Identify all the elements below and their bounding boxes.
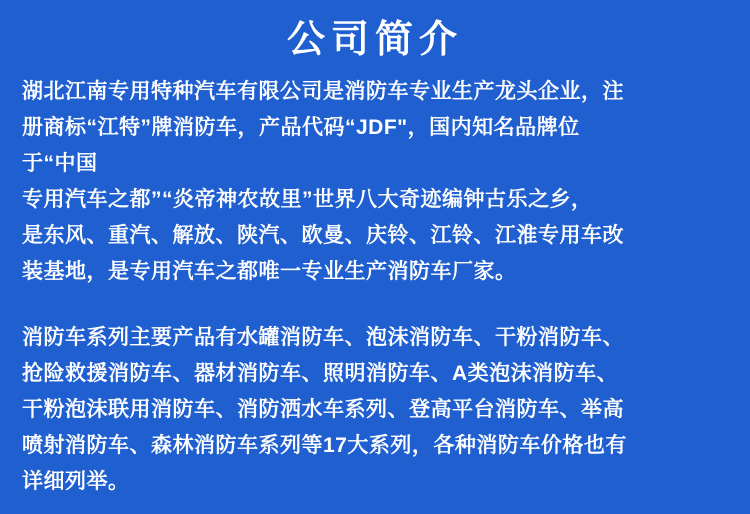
text-line: 抢险救援消防车、器材消防车、照明消防车、A类泡沫消防车、 xyxy=(22,361,619,385)
text-line: 喷射消防车、森林消防车系列等17大系列，各种消防车价格也有 xyxy=(22,433,627,457)
page-title: 公司简介 xyxy=(286,19,463,61)
text-line: 干粉泡沫联用消防车、消防洒水车系列、登高平台消防车、举高 xyxy=(22,397,624,421)
text-line: 册商标“江特”牌消防车，产品代码“JDF"，国内知名品牌位 xyxy=(22,115,580,139)
body-content xyxy=(0,74,750,500)
text-line: 是东风、重汽、解放、陕汽、欧曼、庆铃、江铃、江淮专用车改 xyxy=(22,223,624,247)
text-line: 装基地，是专用汽车之都唯一专业生产消防车厂家。 xyxy=(22,259,517,283)
text-line: 专用汽车之都”“炎帝神农故里”世界八大奇迹编钟古乐之乡， xyxy=(22,187,593,211)
paragraph-company-intro xyxy=(22,74,728,290)
text-line: 消防车系列主要产品有水罐消防车、泡沫消防车、干粉消防车、 xyxy=(22,325,624,349)
paragraph-product-series xyxy=(22,320,728,500)
text-line: 于“中国 xyxy=(22,151,98,175)
text-line: 湖北江南专用特种汽车有限公司是消防车专业生产龙头企业，注 xyxy=(22,79,624,103)
text-line: 详细列举。 xyxy=(22,469,130,493)
